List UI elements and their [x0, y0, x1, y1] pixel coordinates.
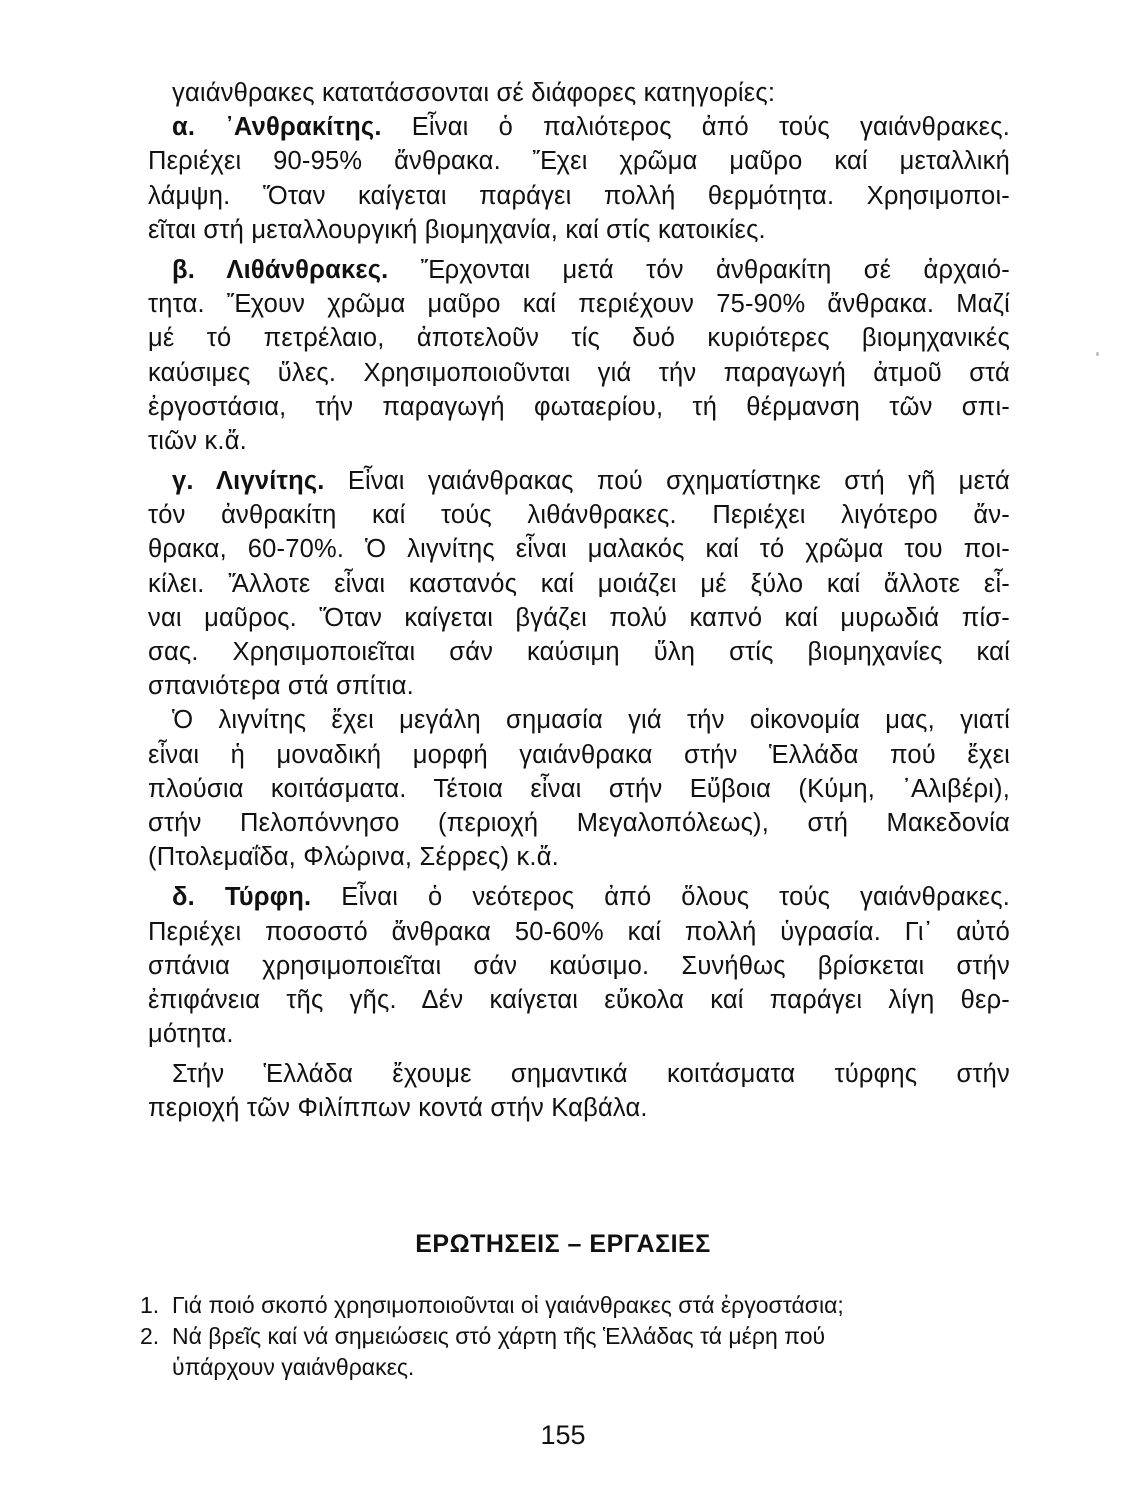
scan-speck: [1096, 352, 1099, 356]
question-text: Νά βρεῖς καί νά σημειώσεις στό χάρτη τῆς Ἑλλάδας τά μέρη πού: [172, 1323, 826, 1349]
intro-line: γαιάνθρακες κατατάσσονται σέ διάφορες κατηγορίες:: [172, 79, 776, 107]
paragraph-line: Στήν Ἑλλάδα ἔχουμε σημαντικά κοιτάσματα τύρφης στήν: [172, 1060, 1010, 1089]
text-span: Ἔρχονται μετά τόν ἀνθρακίτη σέ ἀρχαιό-: [420, 255, 1010, 284]
body-text: [148, 76, 1010, 1126]
paragraph-line: ναι μαῦρος. Ὅταν καίγεται βγάζει πολύ καπνό καί μυρωδιά πίσ-: [148, 603, 1010, 632]
question-number: 2.: [140, 1323, 160, 1349]
paragraph-line: σας. Χρησιμοποιεῖται σάν καύσιμη ὕλη στίς βιομηχανίες καί: [148, 638, 1010, 666]
paragraph-line: πλούσια κοιτάσματα. Τέτοια εἶναι στήν Εὔβοια (Κύμη, ᾿Αλιβέρι),: [148, 774, 1010, 803]
paragraph-line: σπάνια χρησιμοποιεῖται σάν καύσιμο. Συνήθως βρίσκεται στήν: [148, 951, 1010, 980]
paragraph-anthracite-line: [148, 110, 1010, 144]
paragraph-peat-line: [148, 880, 1010, 914]
paragraph-line: λάμψη. Ὅταν καίγεται παράγει πολλή θερμότητα. Χρησιμοποι-: [148, 181, 1010, 210]
paragraph-line: περιοχή τῶν Φιλίππων κοντά στήν Καβάλα.: [148, 1094, 648, 1123]
paragraph-line: Περιέχει ποσοστό ἄνθρακα 50-60% καί πολλή ὑγρασία. Γι᾿ αὐτό: [148, 917, 1010, 946]
paragraph-lignite-line: [148, 464, 1010, 498]
question-text: Γιά ποιό σκοπό χρησιμοποιοῦνται οἱ γαιάνθρακες στά ἐργοστάσια;: [172, 1292, 844, 1318]
text-span: Εἶναι γαιάνθρακας πού σχηματίστηκε στή γῆ μετά: [347, 467, 1010, 496]
paragraph-line: Περιέχει 90-95% ἄνθρακα. Ἔχει χρῶμα μαῦρο καί μεταλλική: [148, 147, 1010, 176]
paragraph-line: καύσιμες ὕλες. Χρησιμοποιοῦνται γιά τήν παραγωγή ἀτμοῦ στά: [148, 358, 1010, 387]
question-text-continuation: ὑπάρχουν γαιάνθρακες.: [172, 1354, 415, 1380]
paragraph-line: ἐργοστάσια, τήν παραγωγή φωταερίου, τή θέρμανση τῶν σπι-: [148, 392, 1010, 421]
paragraph-bituminous-line: [148, 253, 1010, 287]
paragraph-line: (Πτολεμαΐδα, Φλώρινα, Σέρρες) κ.ἄ.: [148, 843, 559, 872]
term-anthracite: α. ᾿Ανθρακίτης.: [172, 113, 382, 142]
question-number: 1.: [140, 1292, 160, 1318]
paragraph-line: Ὁ λιγνίτης ἔχει μεγάλη σημασία γιά τήν οἰκονομία μας, γιατί: [172, 706, 1010, 735]
paragraph-line: εἶναι ἡ μοναδική μορφή γαιάνθρακα στήν Ἑλλάδα πού ἔχει: [148, 740, 1010, 769]
paragraph-line: ἐπιφάνεια τῆς γῆς. Δέν καίγεται εὔκολα καί παράγει λίγη θερ-: [148, 985, 1010, 1014]
paragraph-line: τόν ἀνθρακίτη καί τούς λιθάνθρακες. Περιέχει λιγότερο ἄν-: [148, 501, 1010, 530]
questions-heading: ΕΡΩΤΗΣΕΙΣ – ΕΡΓΑΣΙΕΣ: [415, 1230, 711, 1258]
paragraph-line: θρακα, 60-70%. Ὁ λιγνίτης εἶναι μαλακός καί τό χρῶμα του ποι-: [148, 535, 1010, 564]
paragraph-line: κίλει. Ἄλλοτε εἶναι καστανός καί μοιάζει μέ ξύλο καί ἄλλοτε εἶ-: [148, 569, 1010, 598]
paragraph-line: μέ τό πετρέλαιο, ἀποτελοῦν τίς δυό κυριότερες βιομηχανικές: [148, 324, 1010, 353]
paragraph-line: στήν Πελοπόννησο (περιοχή Μεγαλοπόλεως), στή Μακεδονία: [148, 808, 1010, 837]
paragraph-line: σπανιότερα στά σπίτια.: [148, 672, 414, 701]
term-lignite: γ. Λιγνίτης.: [172, 467, 325, 496]
paragraph-line: τητα. Ἔχουν χρῶμα μαῦρο καί περιέχουν 75-90% ἄνθρακα. Μαζί: [148, 290, 1010, 319]
paragraph-line: εῖται στή μεταλλουργική βιομηχανία, καί στίς κατοικίες.: [148, 215, 766, 244]
text-span: Εἶναι ὁ νεότερος ἀπό ὅλους τούς γαιάνθρακες.: [341, 883, 1010, 912]
text-span: Εἶναι ὁ παλιότερος ἀπό τούς γαιάνθρακες.: [411, 113, 1010, 142]
questions-list: [140, 1290, 1000, 1383]
term-peat: δ. Τύρφη.: [172, 883, 312, 912]
term-bituminous-coal: β. Λιθάνθρακες.: [172, 255, 389, 284]
question-item: [140, 1321, 1000, 1352]
paragraph-line: τιῶν κ.ἄ.: [148, 426, 247, 455]
paragraph-line: μότητα.: [148, 1020, 234, 1049]
question-item: [140, 1290, 1000, 1321]
page-number: 155: [540, 1420, 586, 1450]
